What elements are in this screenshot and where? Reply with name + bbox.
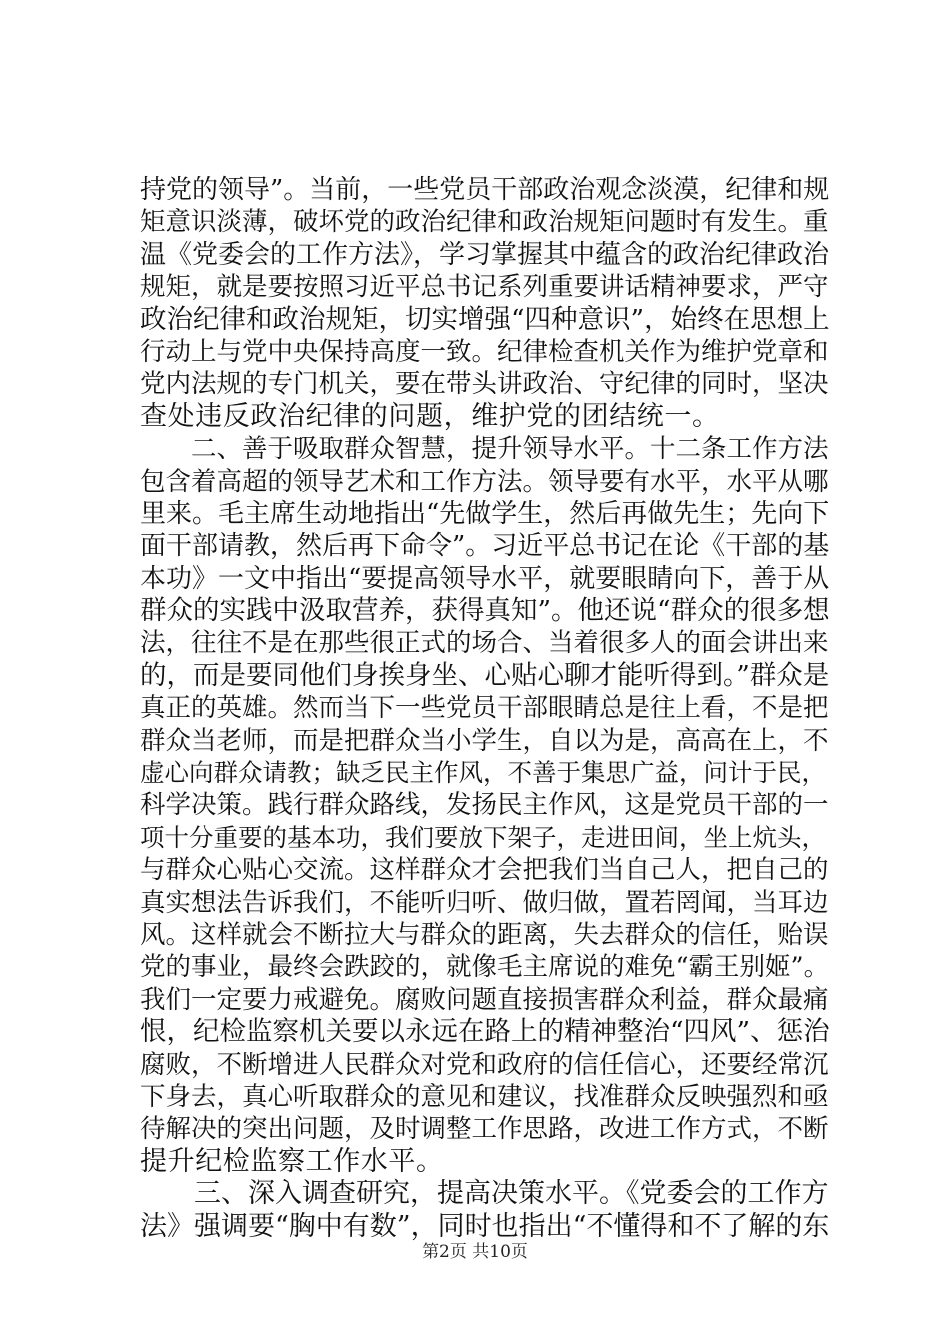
text-line: 包含着高超的领导艺术和工作方法。领导要有水平，水平从哪 [140,466,829,497]
text-line: 恨，纪检监察机关要以永远在路上的精神整治“四风”、惩治 [140,1016,830,1048]
text-line: 里来。毛主席生动地指出“先做学生，然后再做先生；先向下 [140,498,830,529]
text-line: 的，而是要同他们身挨身坐、心贴心聊才能听得到。”群众是 [140,659,830,691]
document-body [140,174,830,1243]
text-line: 温《党委会的工作方法》，学习掌握其中蕴含的政治纪律政治 [140,239,830,270]
text-line: 风。这样就会不断拉大与群众的距离，失去群众的信任，贻误 [140,919,829,950]
text-line: 我们一定要力戒避免。腐败问题直接损害群众利益，群众最痛 [140,984,829,1015]
text-line: 真实想法告诉我们，不能听归听、做归做，置若罔闻，当耳边 [140,887,829,918]
page-footer: 第2页 共10页 [422,1242,528,1262]
text-line: 与群众心贴心交流。这样群众才会把我们当自己人，把自己的 [140,855,829,886]
text-line: 党内法规的专门机关，要在带头讲政治、守纪律的同时，坚决 [140,369,829,400]
text-line: 二、善于吸取群众智慧，提升领导水平。十二条工作方法 [140,434,829,465]
text-line: 腐败，不断增进人民群众对党和政府的信任信心，还要经常沉 [140,1049,829,1080]
text-line: 规矩，就是要按照习近平总书记系列重要讲话精神要求，严守 [140,272,829,303]
text-line: 三、深入调查研究，提高决策水平。《党委会的工作方 [140,1178,829,1210]
text-line: 面干部请教，然后再下命令”。习近平总书记在论《干部的基 [140,531,830,562]
text-line: 持党的领导”。当前，一些党员干部政治观念淡漠，纪律和规 [140,175,830,205]
text-line: 群众当老师，而是把群众当小学生，自以为是，高高在上，不 [140,725,829,756]
text-line: 查处违反政治纪律的问题，维护党的团结统一。 [140,400,720,432]
text-line: 行动上与党中央保持高度一致。纪律检查机关作为维护党章和 [140,336,829,367]
text-line: 本功》一文中指出“要提高领导水平，就要眼睛向下，善于从 [140,563,830,594]
text-line: 群众的实践中汲取营养，获得真知”。他还说“群众的很多想 [140,595,830,627]
text-line: 法，往往不是在那些很正式的场合、当着很多人的面会讲出来 [140,628,829,659]
text-line: 矩意识淡薄，破坏党的政治纪律和政治规矩问题时有发生。重 [140,207,829,238]
text-line: 待解决的突出问题，及时调整工作思路，改进工作方式，不断 [140,1114,829,1145]
text-line: 项十分重要的基本功，我们要放下架子，走进田间，坐上炕头， [140,822,826,852]
text-line: 虚心向群众请教；缺乏民主作风，不善于集思广益，问计于民， [140,758,826,788]
text-line: 政治纪律和政治规矩，切实增强“四种意识”，始终在思想上 [140,303,830,335]
text-line: 提升纪检监察工作水平。 [140,1145,444,1177]
text-line: 法》强调要“胸中有数”，同时也指出“不懂得和不了解的东 [140,1210,830,1242]
text-line: 党的事业，最终会跌跤的，就像毛主席说的难免“霸王别姬”。 [140,952,830,983]
text-line: 科学决策。践行群众路线，发扬民主作风，这是党员干部的一 [140,790,829,821]
text-line: 真正的英雄。然而当下一些党员干部眼睛总是往上看，不是把 [140,693,829,724]
text-line: 下身去，真心听取群众的意见和建议，找准群众反映强烈和亟 [140,1081,829,1112]
